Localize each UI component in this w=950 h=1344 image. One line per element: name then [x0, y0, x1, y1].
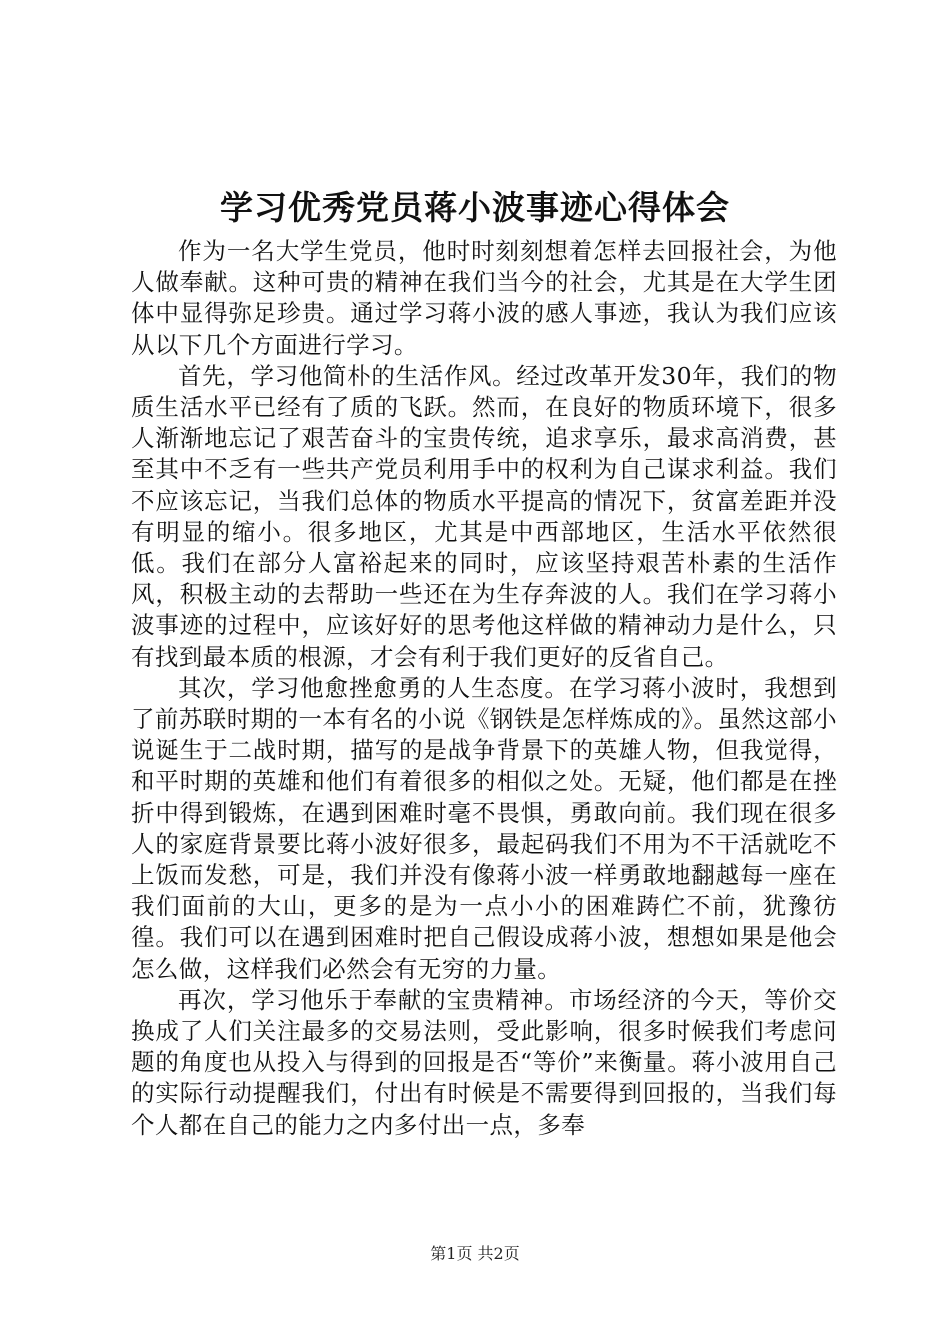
paragraph-3: 其次，学习他愈挫愈勇的人生态度。在学习蒋小波时，我想到了前苏联时期的一本有名的小说《钢铁是怎样炼成的》。虽然这部小说诞生于二战时期，描写的是战争背景下的英雄人物，但我觉得，和平时期的英雄和他们有着很多的相似之处。无疑，他们都是在挫折中得到锻炼，在遇到困难时毫不畏惧，勇敢向前。我们现在很多人的家庭背景要比蒋小波好很多，最起码我们不用为不干活就吃不上饭而发愁，可是，我们并没有像蒋小波一样勇敢地翻越每一座在我们面前的大山，更多的是为一点小小的困难踌伫不前，犹豫彷徨。我们可以在遇到困难时把自己假设成蒋小波，想想如果是他会怎么做，这样我们必然会有无穷的力量。 — [131, 673, 837, 983]
document-body — [131, 236, 837, 1141]
paragraph-4: 再次，学习他乐于奉献的宝贵精神。市场经济的今天，等价交换成了人们关注最多的交易法则，受此影响，很多时候我们考虑问题的角度也从投入与得到的回报是否“等价”来衡量。蒋小波用自己的实际行动提醒我们，付出有时候是不需要得到回报的，当我们每个人都在自己的能力之内多付出一点，多奉 — [131, 985, 837, 1139]
page-number-footer: 第1页 共2页 — [430, 1244, 520, 1263]
document-title: 学习优秀党员蒋小波事迹心得体会 — [220, 188, 730, 227]
paragraph-2: 首先，学习他简朴的生活作风。经过改革开发30年，我们的物质生活水平已经有了质的飞跃。然而，在良好的物质环境下，很多人渐渐地忘记了艰苦奋斗的宝贵传统，追求享乐，最求高消费，甚至其中不乏有一些共产党员利用手中的权利为自己谋求利益。我们不应该忘记，当我们总体的物质水平提高的情况下，贫富差距并没有明显的缩小。很多地区，尤其是中西部地区，生活水平依然很低。我们在部分人富裕起来的同时，应该坚持艰苦朴素的生活作风，积极主动的去帮助一些还在为生存奔波的人。我们在学习蒋小波事迹的过程中，应该好好的思考他这样做的精神动力是什么，只有找到最本质的根源，才会有利于我们更好的反省自己。 — [131, 361, 837, 671]
paragraph-1: 作为一名大学生党员，他时时刻刻想着怎样去回报社会，为他人做奉献。这种可贵的精神在我们当今的社会，尤其是在大学生团体中显得弥足珍贵。通过学习蒋小波的感人事迹，我认为我们应该从以下几个方面进行学习。 — [131, 237, 837, 359]
